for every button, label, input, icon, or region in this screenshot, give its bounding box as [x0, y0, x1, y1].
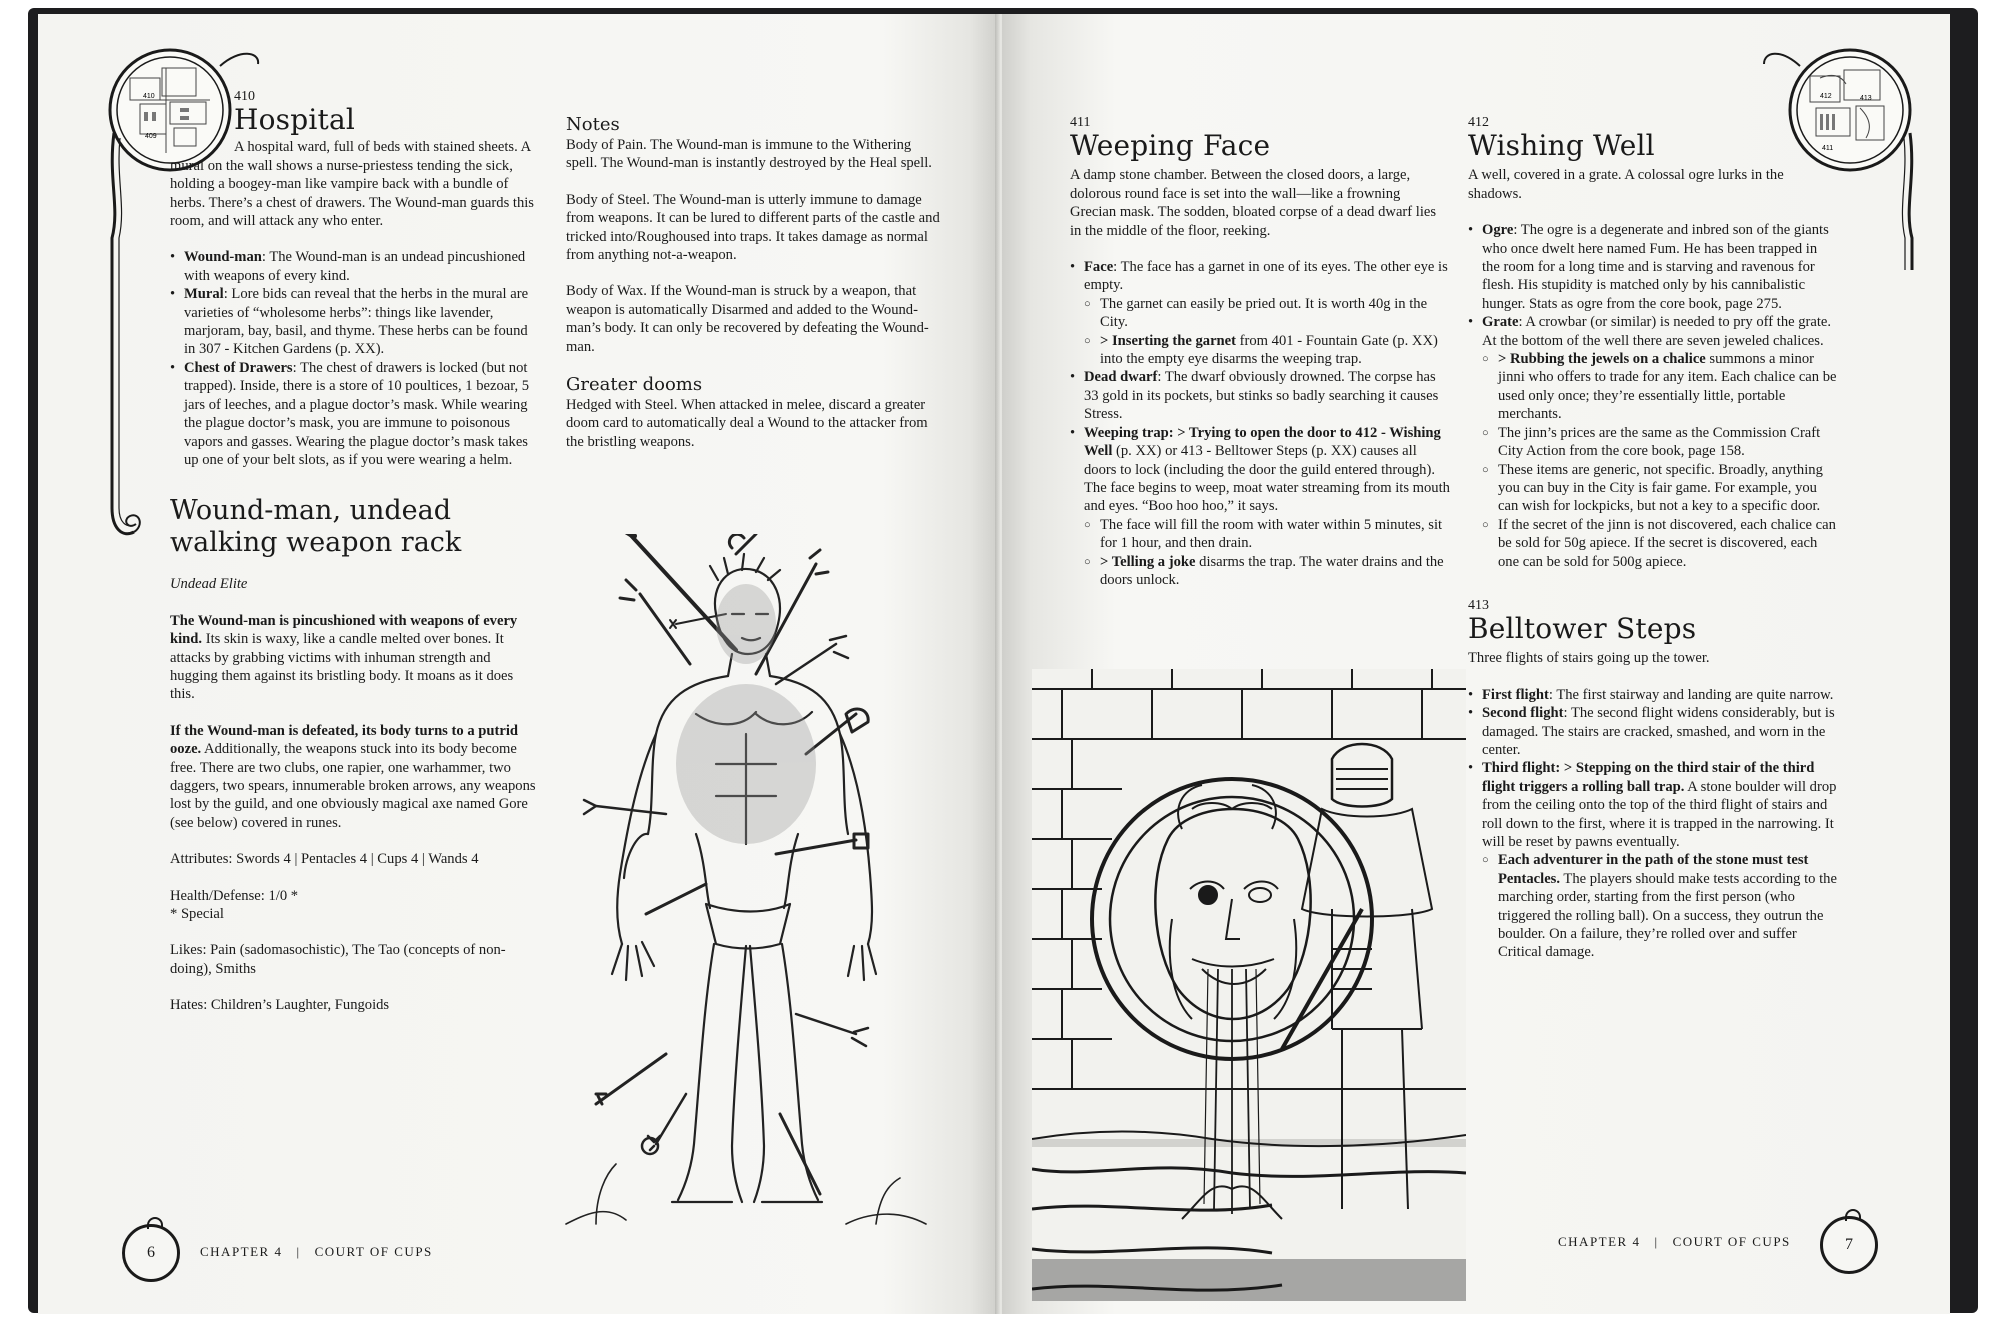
- monster-health: [170, 887, 538, 924]
- room-number: 411: [1070, 115, 1091, 130]
- bullet-text: : The dwarf obviously drowned. The corpse has 33 gold in its pockets, but stinks so badly searching it causes Stress.: [1084, 369, 1439, 423]
- bullet-term: Dead dwarf: [1084, 369, 1158, 386]
- room-number: 410: [234, 89, 255, 104]
- room-title: Hospital: [234, 103, 356, 137]
- right-page: [1002, 14, 1950, 1314]
- likes-value: : Pain (sadomasochistic), The Tao (concepts of non-doing), Smiths: [170, 942, 506, 977]
- bullet-text: : Lore bids can reveal that the herbs in the mural are varieties of “wholesome herbs”: things like lavender, marjoram, bay, basil, and thyme. These herbs can be found in 307 - Kitchen Gardens (p. XX).: [184, 286, 529, 358]
- room-intro: A damp stone chamber. Between the closed doors, a large, dolorous round face is set into the wall—like a frowning Grecian mask. The sodden, bloated corpse of a dead dwarf lies in the middle of the floor, reeking.: [1070, 167, 1437, 239]
- weeping-face-illustration: [1032, 669, 1466, 1301]
- page-number: 7: [1845, 1236, 1853, 1253]
- page-number-badge: [1820, 1216, 1878, 1274]
- desc-bold: The Wound-man is pincushioned with weapons of every kind.: [170, 612, 518, 648]
- health-value: : 1/0 *: [260, 887, 299, 904]
- bullet-term: Weeping trap: > Trying to open the door to 412 - Wishing Well: [1084, 424, 1441, 460]
- right-column-1: [1070, 114, 1450, 589]
- bullet-text: The garnet can easily be pried out. It is worth 40g in the City.: [1100, 295, 1428, 331]
- right-corner-frame: [1760, 38, 1930, 288]
- bullet-text: : The Wound-man is an undead pincushioned with weapons of every kind.: [184, 249, 526, 284]
- room-intro: A hospital ward, full of beds with stained sheets. A mural on the wall shows a nurse-priestess tending the sick, holding a boogey-man like vampire back with a bundle of herbs. There’s a chest of drawers. The Wound-man guards this room, and will attack any who enter.: [170, 139, 534, 230]
- monster-attributes: [170, 850, 538, 868]
- list-item: [1070, 295, 1450, 332]
- bullet-term: Face: [1084, 259, 1114, 276]
- notes-title: Notes: [566, 114, 620, 135]
- notes-p1: Body of Pain. The Wound-man is immune to the Withering spell. The Wound-man is instantly destroyed by the Heal spell.: [566, 137, 932, 172]
- list-item: [1070, 258, 1450, 295]
- bullet-term: Second flight: [1482, 705, 1564, 722]
- list-item: [170, 248, 538, 285]
- page-number: 6: [147, 1244, 155, 1261]
- right-footer: [1558, 1234, 1791, 1250]
- list-item: [1468, 313, 1838, 350]
- map-label: 413: [1860, 95, 1872, 102]
- bullet-text: : The face has a garnet in one of its eyes. The other eye is empty.: [1084, 259, 1448, 294]
- room-title: Weeping Face: [1070, 129, 1271, 163]
- bullet-term: Each adventurer in the path of the stone must test Pentacles.: [1498, 852, 1809, 887]
- room-bullets: [1468, 686, 1838, 962]
- room-title: Wishing Well: [1468, 129, 1655, 163]
- left-column-1: [170, 88, 538, 1033]
- list-item: [1070, 516, 1450, 553]
- bullet-term: > Rubbing the jewels on a chalice: [1498, 351, 1706, 368]
- bullet-term: First flight: [1482, 686, 1549, 703]
- footer-chapter: CHAPTER 4: [200, 1244, 283, 1259]
- monster-desc-1: [170, 612, 538, 704]
- likes-label: Likes: [170, 942, 203, 959]
- notes-p3: Body of Wax. If the Wound-man is struck by a weapon, that weapon is automatically Disarmed and added to the Wound-man’s body. It can only be recovered by defeating the Wound-man.: [566, 283, 929, 355]
- bullet-text: from 401 - Fountain Gate (p. XX) into the empty eye disarms the weeping trap.: [1100, 332, 1438, 368]
- left-column-2: [566, 114, 944, 469]
- notes-p2: Body of Steel. The Wound-man is utterly immune to damage from weapons. It can be lured to different parts of the castle and tricked into/Roughoused into traps. It takes damage as normal from anything not-a-weapon.: [566, 191, 940, 264]
- hates-label: Hates: [170, 997, 204, 1014]
- list-item: [1468, 759, 1838, 851]
- bullet-text: If the secret of the jinn is not discovered, each chalice can be sold for 50g apiece. If the secret is discovered, each one can be sold for 500g apiece.: [1498, 516, 1836, 570]
- bullet-text: : The chest of drawers is locked (but not trapped). Inside, there is a store of 10 poultices, 1 bezoar, 5 jars of leeches, and a plague doctor’s mask. While wearing the plague doctor’s mask, you are immune to poisonous vapors and gasses. Wearing the plague doctor’s mask takes up one of your belt slots, as if you were wearing a helm.: [184, 359, 530, 468]
- bullet-text: The players should make tests according to the marching order, starting from the first person (who triggered the rolling ball). On a success, they outrun the boulder. On a failure, they’re rolled over and suffer Critical damage.: [1498, 870, 1837, 961]
- map-label: 410: [143, 93, 155, 100]
- footer-chapter: CHAPTER 4: [1558, 1234, 1641, 1249]
- attr-label: Attributes: [170, 851, 229, 868]
- list-item: [1070, 368, 1450, 423]
- list-item: [1070, 553, 1450, 590]
- monster-tag: Undead Elite: [170, 576, 248, 593]
- room-bullets: [170, 248, 538, 469]
- list-item: [170, 359, 538, 469]
- list-item: [170, 285, 538, 359]
- dooms-title: Greater dooms: [566, 374, 703, 396]
- footer-divider: |: [296, 1244, 301, 1259]
- monster-likes: [170, 941, 538, 978]
- bullet-text: The face will fill the room with water within 5 minutes, sit for 1 hour, and then drain.: [1100, 516, 1443, 552]
- attr-value: : Swords 4 | Pentacles 4 | Cups 4 | Wands 4: [228, 851, 479, 868]
- footer-section: COURT OF CUPS: [314, 1244, 433, 1259]
- wound-man-illustration: [546, 534, 936, 1234]
- bullet-text: The jinn’s prices are the same as the Commission Craft City Action from the core book, page 158.: [1498, 424, 1821, 460]
- bullet-text: A stone boulder will drop from the ceiling onto the top of the third flight of stairs and roll down to the first, where it is trapped in the narrowing. It will be reset by pawns eventually.: [1482, 778, 1837, 850]
- bullet-text: summons a minor jinni who offers to trade for any item. Each chalice can be used only once; they’re essentially little, portable merchants.: [1498, 351, 1837, 423]
- bullet-text: disarms the trap. The water drains and the doors unlock.: [1100, 553, 1444, 588]
- room-number: 413: [1468, 597, 1489, 613]
- left-footer: [200, 1244, 433, 1260]
- list-item: [1468, 851, 1838, 961]
- health-label: Health/Defense: [170, 887, 261, 904]
- bullet-term: Mural: [184, 286, 224, 303]
- bullet-text: : The first stairway and landing are quite narrow.: [1548, 686, 1834, 703]
- map-label: 411: [1822, 145, 1834, 152]
- list-item: [1468, 424, 1838, 461]
- list-item: [1468, 350, 1838, 424]
- room-title: Belltower Steps: [1468, 612, 1697, 646]
- monster-desc-2: [170, 722, 538, 832]
- monster-hates: [170, 996, 538, 1014]
- bullet-text: These items are generic, not specific. Broadly, anything you can buy in the City is fair game. For example, you can wish for lockpicks, but not a key to a specific door.: [1498, 461, 1823, 515]
- bullet-text: : A crowbar (or similar) is needed to pry off the grate. At the bottom of the well there are seven jeweled chalices.: [1482, 314, 1832, 349]
- map-label: 409: [145, 133, 157, 140]
- list-item: [1468, 461, 1838, 516]
- special-note: * Special: [170, 906, 224, 922]
- desc-bold: If the Wound-man is defeated, its body turns to a putrid ooze.: [170, 722, 519, 758]
- footer-divider: |: [1654, 1234, 1659, 1249]
- room-intro: A well, covered in a grate. A colossal ogre lurks in the shadows.: [1468, 167, 1784, 202]
- left-page: [38, 14, 998, 1314]
- hates-value: : Children’s Laughter, Fungoids: [203, 997, 390, 1014]
- map-label: 412: [1820, 93, 1832, 100]
- list-item: [1070, 332, 1450, 369]
- room-number: 412: [1468, 115, 1489, 130]
- bullet-term: Chest of Drawers: [184, 359, 293, 376]
- page-number-badge: [122, 1224, 180, 1282]
- bullet-term: Ogre: [1482, 222, 1514, 239]
- bullet-term: > Inserting the garnet: [1100, 332, 1236, 349]
- bullet-term: Grate: [1482, 314, 1519, 331]
- desc-text: Additionally, the weapons stuck into its body become free. There are two clubs, one rapier, one warhammer, two daggers, two spears, innumerable broken arrows, any weapons lost by the guild, and one obviously magical axe named Gore (see below) covered in runes.: [170, 741, 536, 831]
- monster-title: Wound-man, undead walking weapon rack: [170, 495, 462, 559]
- dooms-p1: Hedged with Steel. When attacked in melee, discard a greater doom card to automatically deal a Wound to the attacker from the bristling weapons.: [566, 397, 928, 450]
- list-item: [1468, 704, 1838, 759]
- bullet-text: (p. XX) or 413 - Belltower Steps (p. XX) causes all doors to lock (including the door the guild entered through). The face begins to weep, moat water streaming from its mouth and eyes. “Boo hoo hoo,” it says.: [1084, 443, 1450, 515]
- room-intro: Three flights of stairs going up the tower.: [1468, 650, 1710, 667]
- list-item: [1070, 424, 1450, 516]
- bullet-text: : The second flight widens considerably, but is damaged. The stairs are cracked, smashed, and worn in the center.: [1482, 705, 1835, 758]
- bullet-term: Wound-man: [184, 249, 262, 266]
- desc-text: Its skin is waxy, like a candle melted over bones. It attacks by grabbing victims with inhuman strength and hugging them against its bristling body. It moans as it does this.: [170, 631, 514, 703]
- bullet-term: > Telling a joke: [1100, 553, 1196, 570]
- bullet-text: : The ogre is a degenerate and inbred son of the giants who once dwelt here named Fum. He has been trapped in the room for a long time and is starving and ravenous for flesh. His stupidity is matched only by his cannibalistic hunger. Stats as ogre from the core book, page 275.: [1482, 222, 1829, 312]
- list-item: [1468, 686, 1838, 704]
- list-item: [1468, 516, 1838, 571]
- footer-section: COURT OF CUPS: [1672, 1234, 1791, 1249]
- room-bullets: [1070, 258, 1450, 589]
- bullet-term: Third flight: > Stepping on the third stair of the third flight triggers a rolling ball trap.: [1482, 760, 1815, 795]
